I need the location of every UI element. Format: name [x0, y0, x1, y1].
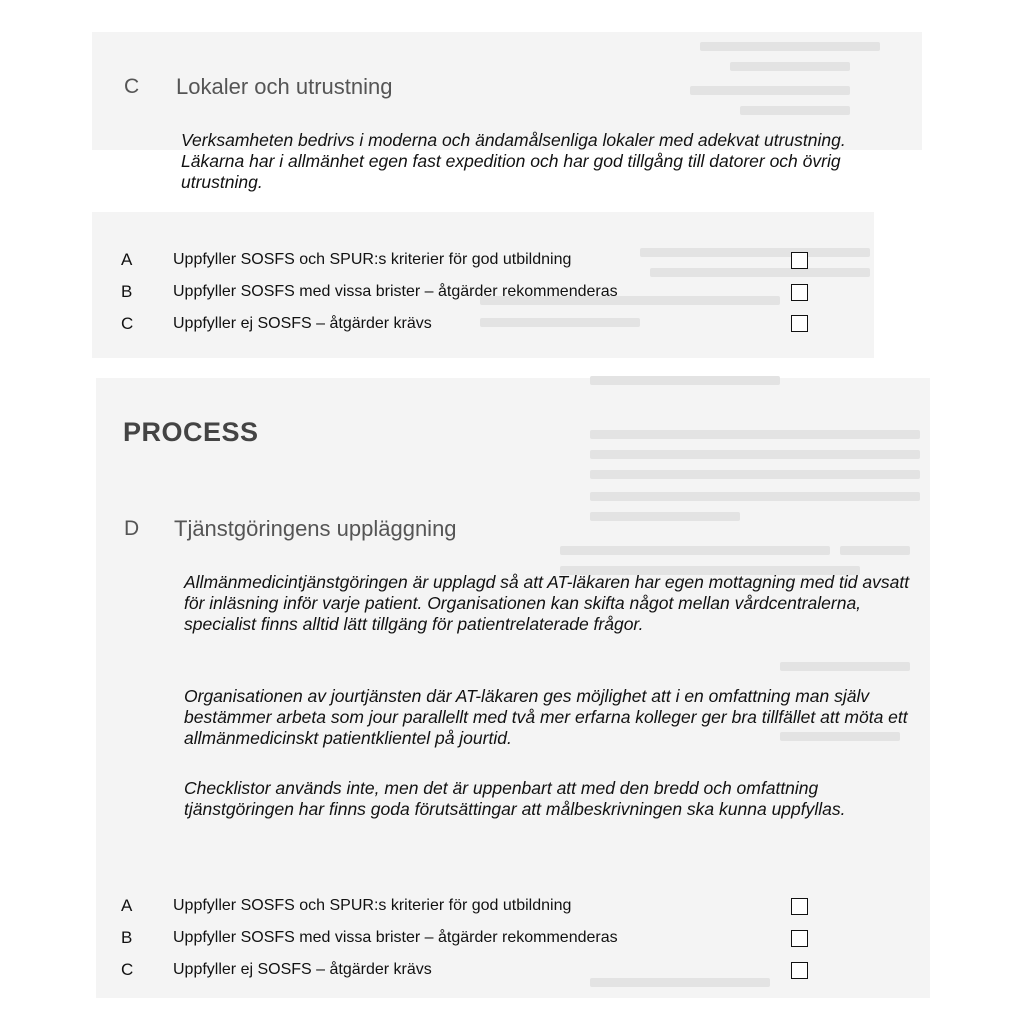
option-label: Uppfyller SOSFS med vissa brister – åtgärder rekommenderas — [173, 929, 618, 946]
ghost-line — [590, 512, 740, 521]
ghost-line — [590, 450, 920, 459]
section-c-option-c-checkbox[interactable] — [791, 315, 808, 332]
option-letter: A — [121, 250, 133, 269]
ghost-line — [700, 42, 880, 51]
process-heading: PROCESS — [123, 417, 259, 447]
section-c-body — [181, 130, 881, 193]
section-d-letter: D — [124, 517, 140, 540]
ghost-line — [730, 62, 850, 71]
option-letter: C — [121, 314, 134, 333]
option-letter: C — [121, 960, 134, 979]
section-c-option-a-checkbox[interactable] — [791, 252, 808, 269]
section-d-body — [184, 686, 910, 749]
ghost-line — [640, 248, 870, 257]
section-d-paragraph: Checklistor används inte, men det är uppenbart att med den bredd och omfattning tjänstgöringen har finns goda förutsättingar att målbeskrivningen ska kunna uppfyllas. — [184, 778, 846, 819]
ghost-line — [740, 106, 850, 115]
ghost-line — [590, 470, 920, 479]
section-d-body — [184, 778, 910, 820]
ghost-line — [690, 86, 850, 95]
section-c-heading: Lokaler och utrustning — [176, 74, 393, 99]
ghost-line — [590, 492, 920, 501]
ghost-line — [590, 376, 780, 385]
option-letter: B — [121, 282, 133, 301]
ghost-line — [560, 546, 830, 555]
option-label: Uppfyller ej SOSFS – åtgärder krävs — [173, 315, 432, 332]
option-label: Uppfyller SOSFS och SPUR:s kriterier för god utbildning — [173, 251, 572, 268]
section-d-option-b-checkbox[interactable] — [791, 930, 808, 947]
section-c-option-b-checkbox[interactable] — [791, 284, 808, 301]
section-d-body — [184, 572, 910, 635]
ghost-line — [590, 978, 770, 987]
option-label: Uppfyller ej SOSFS – åtgärder krävs — [173, 961, 432, 978]
section-d-option-a-checkbox[interactable] — [791, 898, 808, 915]
option-label: Uppfyller SOSFS och SPUR:s kriterier för god utbildning — [173, 897, 572, 914]
option-letter: A — [121, 896, 133, 915]
ghost-line — [590, 430, 920, 439]
ghost-line — [650, 268, 870, 277]
ghost-line — [780, 662, 910, 671]
section-d-heading: Tjänstgöringens uppläggning — [174, 516, 457, 541]
ghost-line — [840, 546, 910, 555]
option-letter: B — [121, 928, 133, 947]
section-c-paragraph: Verksamheten bedrivs i moderna och ändamålsenliga lokaler med adekvat utrustning. Läkarna har i allmänhet egen fast expedition och har god tillgång till datorer och övrig utrustning. — [181, 130, 846, 192]
section-d-paragraph: Allmänmedicintjänstgöringen är upplagd så att AT-läkaren har egen mottagning med tid avsatt för inläsning inför varje patient. Organisationen kan skifta något mellan vårdcentralerna, specialist finns alltid lätt tillgäng för patientrelaterade frågor. — [184, 572, 910, 634]
section-c-letter: C — [124, 75, 140, 98]
section-d-option-c-checkbox[interactable] — [791, 962, 808, 979]
option-label: Uppfyller SOSFS med vissa brister – åtgärder rekommenderas — [173, 283, 618, 300]
ghost-line — [480, 318, 640, 327]
section-d-paragraph: Organisationen av jourtjänsten där AT-läkaren ges möjlighet att i en omfattning man själv bestämmer arbeta som jour parallellt med två mer erfarna kolleger ger bra tillfället att möta ett allmänmedicinskt patientklientel på jourtid. — [184, 686, 908, 748]
